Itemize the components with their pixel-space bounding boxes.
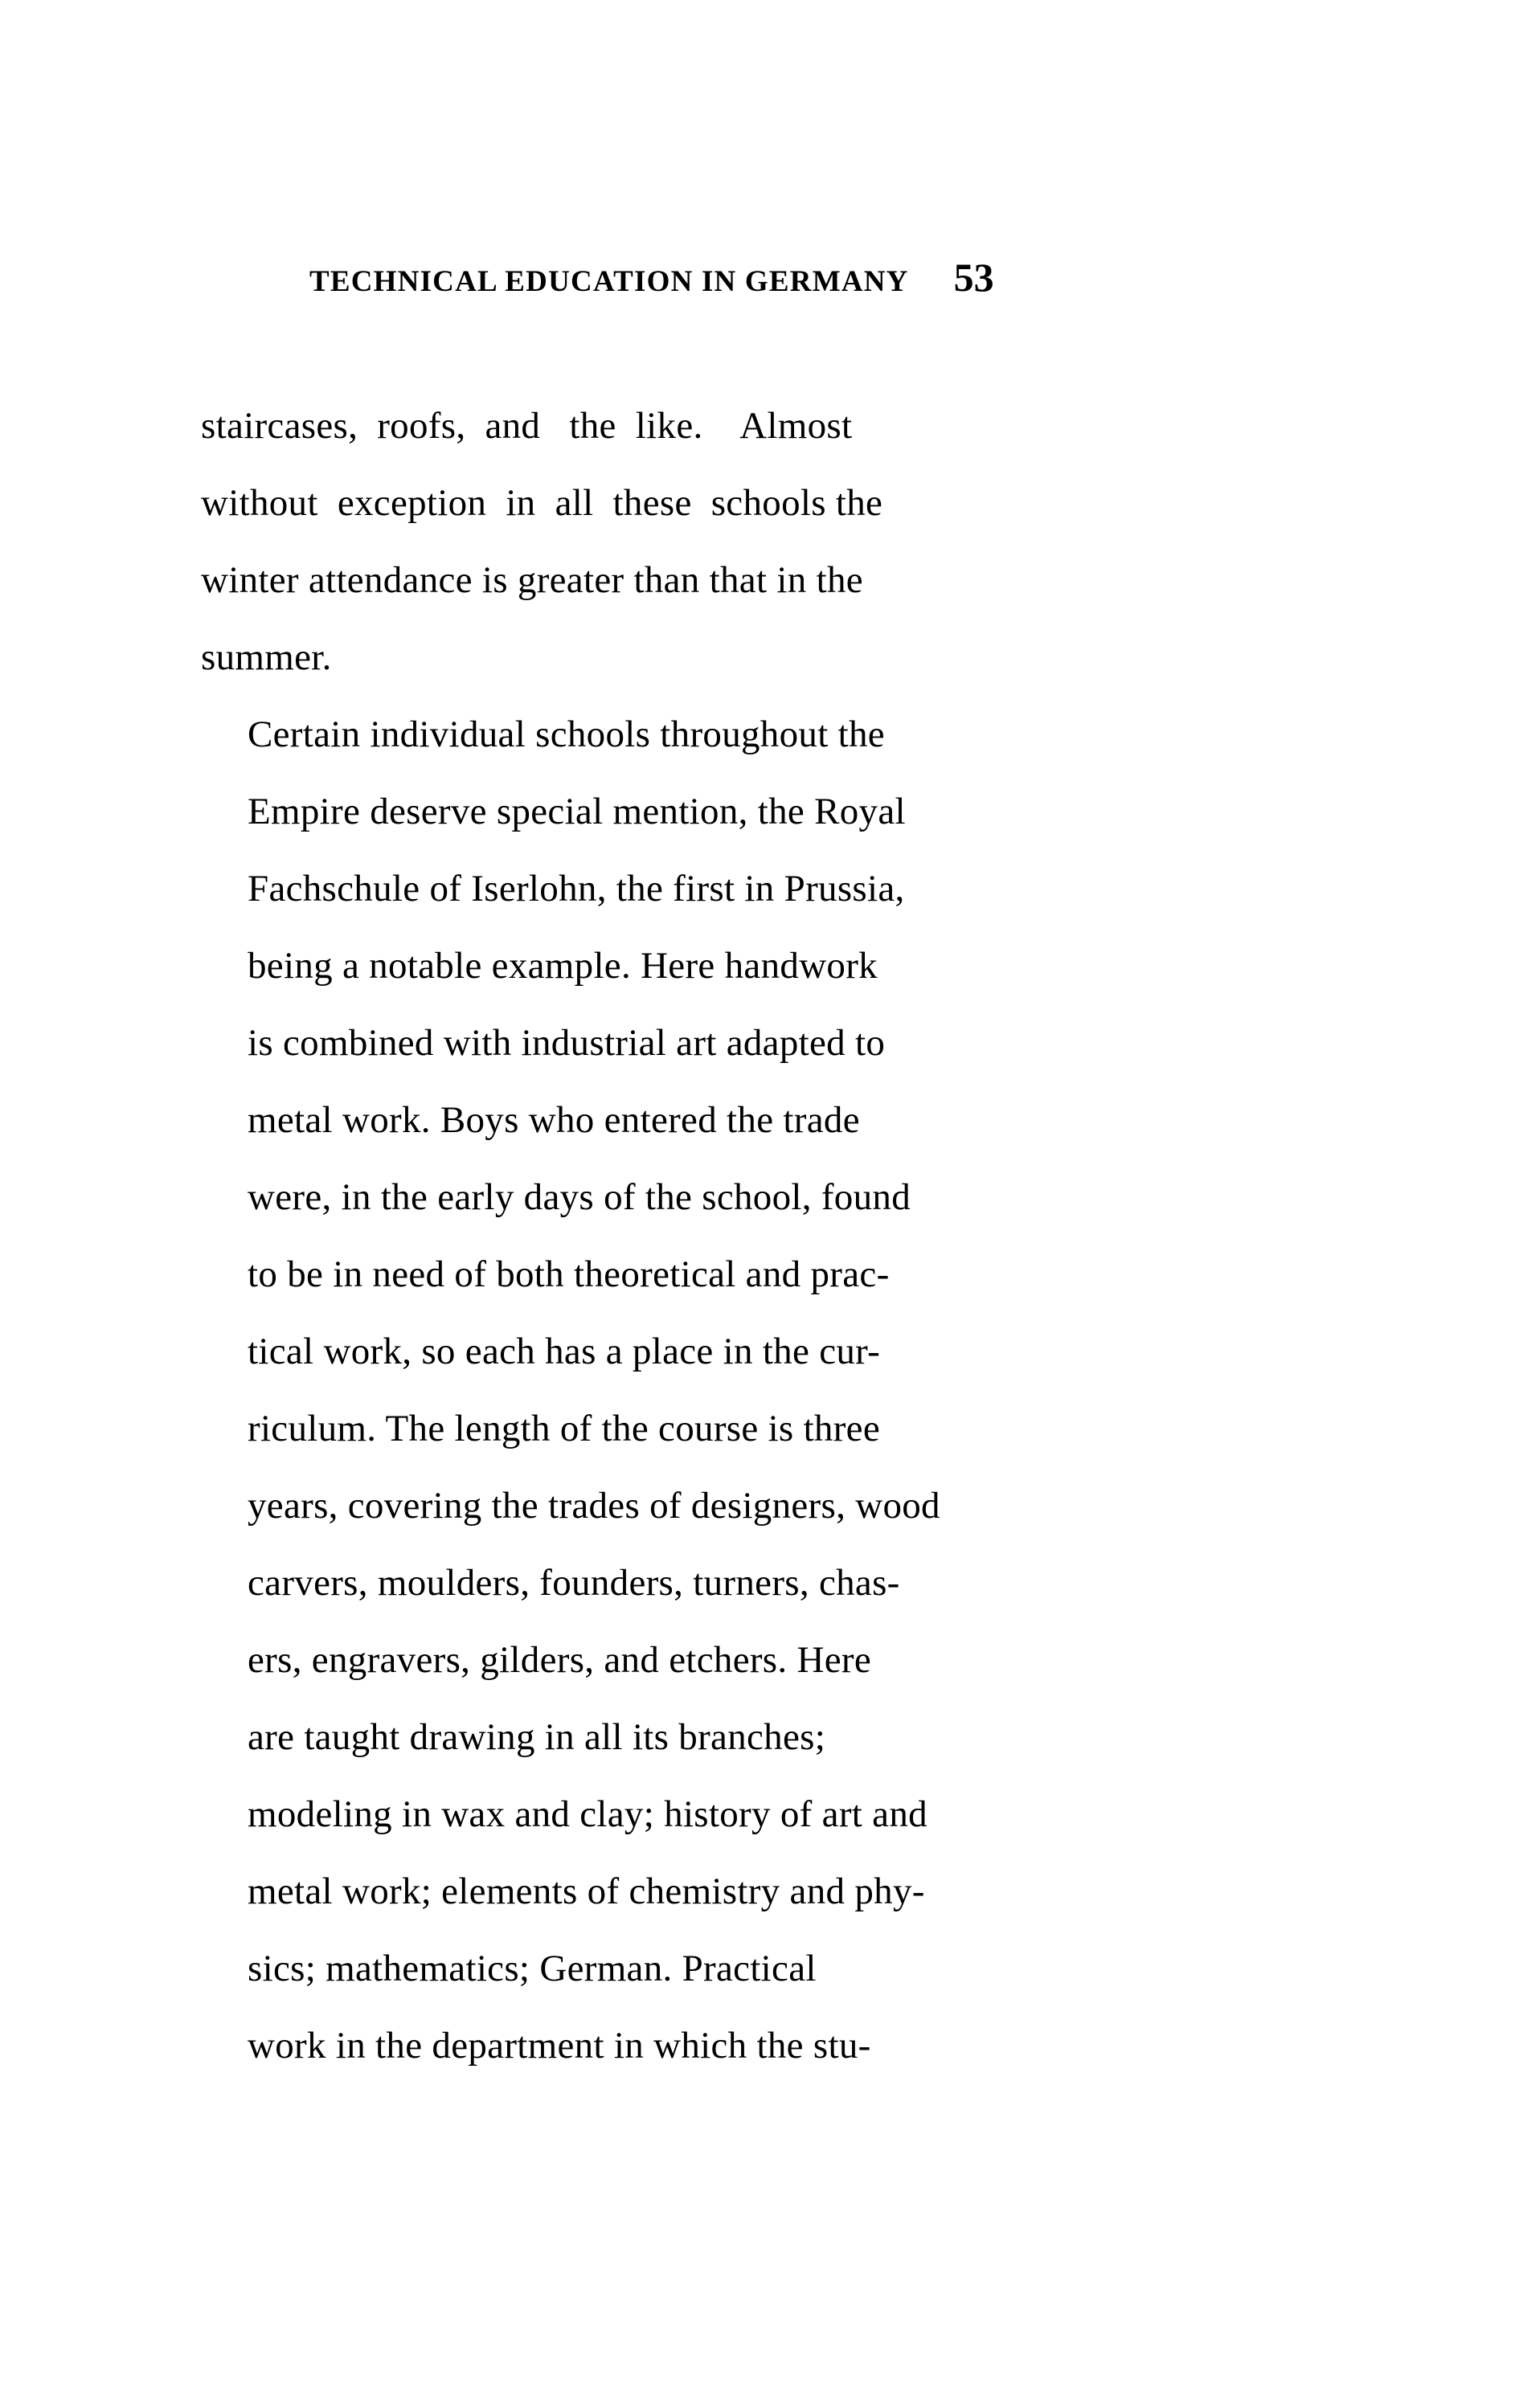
text-line: to be in need of both theoretical and prac- (248, 1253, 890, 1295)
paragraph-2 (201, 696, 1282, 2084)
text-line: Certain individual schools throughout the (248, 713, 885, 755)
text-line (201, 464, 1282, 542)
text-line-content: without exception in all these schools the (201, 482, 883, 524)
text-line: metal work. Boys who entered the trade (248, 1099, 860, 1141)
text-line-content: winter attendance is greater than that in the (201, 559, 863, 601)
text-line (201, 542, 1282, 619)
text-line: summer. (201, 636, 332, 678)
text-line-content: staircases, roofs, and the like. Almost (201, 405, 853, 447)
body-text (201, 387, 1282, 2084)
text-line: are taught drawing in all its branches; (248, 1716, 826, 1758)
text-line: Empire deserve special mention, the Royal (248, 791, 906, 832)
text-line: metal work; elements of chemistry and phy- (248, 1870, 925, 1912)
paragraph-1 (201, 387, 1282, 696)
text-line: carvers, moulders, founders, turners, chas- (248, 1562, 900, 1604)
text-line: modeling in wax and clay; history of art and (248, 1793, 927, 1835)
text-line: is combined with industrial art adapted to (248, 1022, 886, 1064)
text-line: work in the department in which the stu- (248, 2025, 871, 2067)
text-line: sics; mathematics; German. Practical (248, 1948, 817, 1989)
page-number: 53 (953, 255, 994, 300)
text-line: tical work, so each has a place in the cur- (248, 1331, 881, 1372)
text-line: riculum. The length of the course is three (248, 1408, 880, 1449)
text-line (201, 387, 1282, 464)
text-line: Fachschule of Iserlohn, the first in Prussia, (248, 868, 905, 910)
text-line: years, covering the trades of designers, wood (248, 1485, 940, 1527)
text-line: were, in the early days of the school, found (248, 1176, 911, 1218)
running-head (201, 257, 1282, 299)
running-head-title: TECHNICAL EDUCATION IN GERMANY (309, 265, 909, 298)
text-line: ers, engravers, gilders, and etchers. Here (248, 1639, 872, 1681)
page-content (201, 257, 1282, 2084)
text-line: being a notable example. Here handwork (248, 945, 878, 987)
